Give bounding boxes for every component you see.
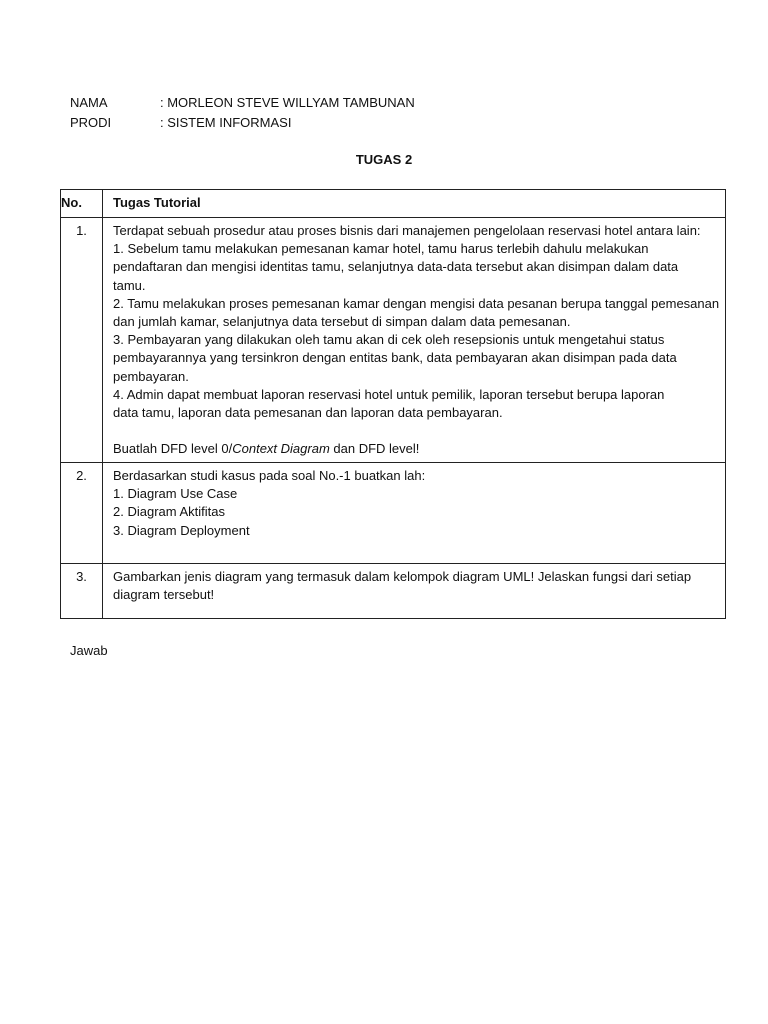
- task-text: [103, 218, 726, 463]
- task-table: [60, 189, 726, 619]
- row-number: 1.: [61, 218, 103, 463]
- task-instruction: Buatlah DFD level 0/Context Diagram dan DFD level!: [113, 441, 420, 457]
- task-line: pembayarannya yang tersinkron dengan entitas bank, data pembayaran akan disimpan pada data: [113, 350, 677, 366]
- document-title: TUGAS 2: [355, 152, 413, 167]
- table-row: [61, 564, 726, 619]
- task-line: 3. Pembayaran yang dilakukan oleh tamu akan di cek oleh resepsionis untuk mengetahui status: [113, 332, 665, 348]
- header-no: No.: [61, 190, 103, 218]
- task-line: 1. Diagram Use Case: [113, 486, 238, 502]
- task-line: 1. Sebelum tamu melakukan pemesanan kamar hotel, tamu harus terlebih dahulu melakukan: [113, 241, 649, 257]
- task-line: pembayaran.: [113, 368, 189, 384]
- task-line: 4. Admin dapat membuat laporan reservasi hotel untuk pemilik, laporan tersebut berupa laporan: [113, 386, 665, 402]
- task-line: dan jumlah kamar, selanjutnya data tersebut di simpan dalam data pemesanan.: [113, 314, 571, 330]
- prodi-value: : SISTEM INFORMASI: [160, 115, 292, 130]
- prodi-label: PRODI: [70, 115, 112, 130]
- task-line: data tamu, laporan data pemesanan dan laporan data pembayaran.: [113, 405, 503, 421]
- task-line: Gambarkan jenis diagram yang termasuk dalam kelompok diagram UML! Jelaskan fungsi dari setiap: [113, 569, 692, 584]
- task-line: pendaftaran dan mengisi identitas tamu, selanjutnya data-data tersebut akan disimpan dalam data: [113, 259, 679, 275]
- task-line: diagram tersebut!: [113, 587, 215, 603]
- task-line: Terdapat sebuah prosedur atau proses bisnis dari manajemen pengelolaan reservasi hotel antara lain:: [113, 223, 701, 238]
- table-header-row: [61, 190, 726, 218]
- task-text: [103, 564, 726, 619]
- task-line: 2. Diagram Aktifitas: [113, 504, 225, 520]
- task-line: 3. Diagram Deployment: [113, 522, 250, 538]
- table-row: [61, 218, 726, 463]
- task-line: Berdasarkan studi kasus pada soal No.-1 buatkan lah:: [113, 468, 426, 483]
- name-label: NAMA: [70, 95, 108, 110]
- name-value: : MORLEON STEVE WILLYAM TAMBUNAN: [160, 95, 415, 110]
- header-task: Tugas Tutorial: [103, 190, 726, 218]
- task-line: 2. Tamu melakukan proses pemesanan kamar dengan mengisi data pesanan berupa tanggal pemesanan: [113, 295, 720, 311]
- italic-term: Context Diagram: [232, 441, 330, 457]
- task-line: tamu.: [113, 277, 146, 293]
- row-number: 3.: [61, 564, 103, 619]
- answer-label: Jawab: [70, 643, 108, 658]
- row-number: 2.: [61, 463, 103, 564]
- table-row: [61, 463, 726, 564]
- task-text: [103, 463, 726, 564]
